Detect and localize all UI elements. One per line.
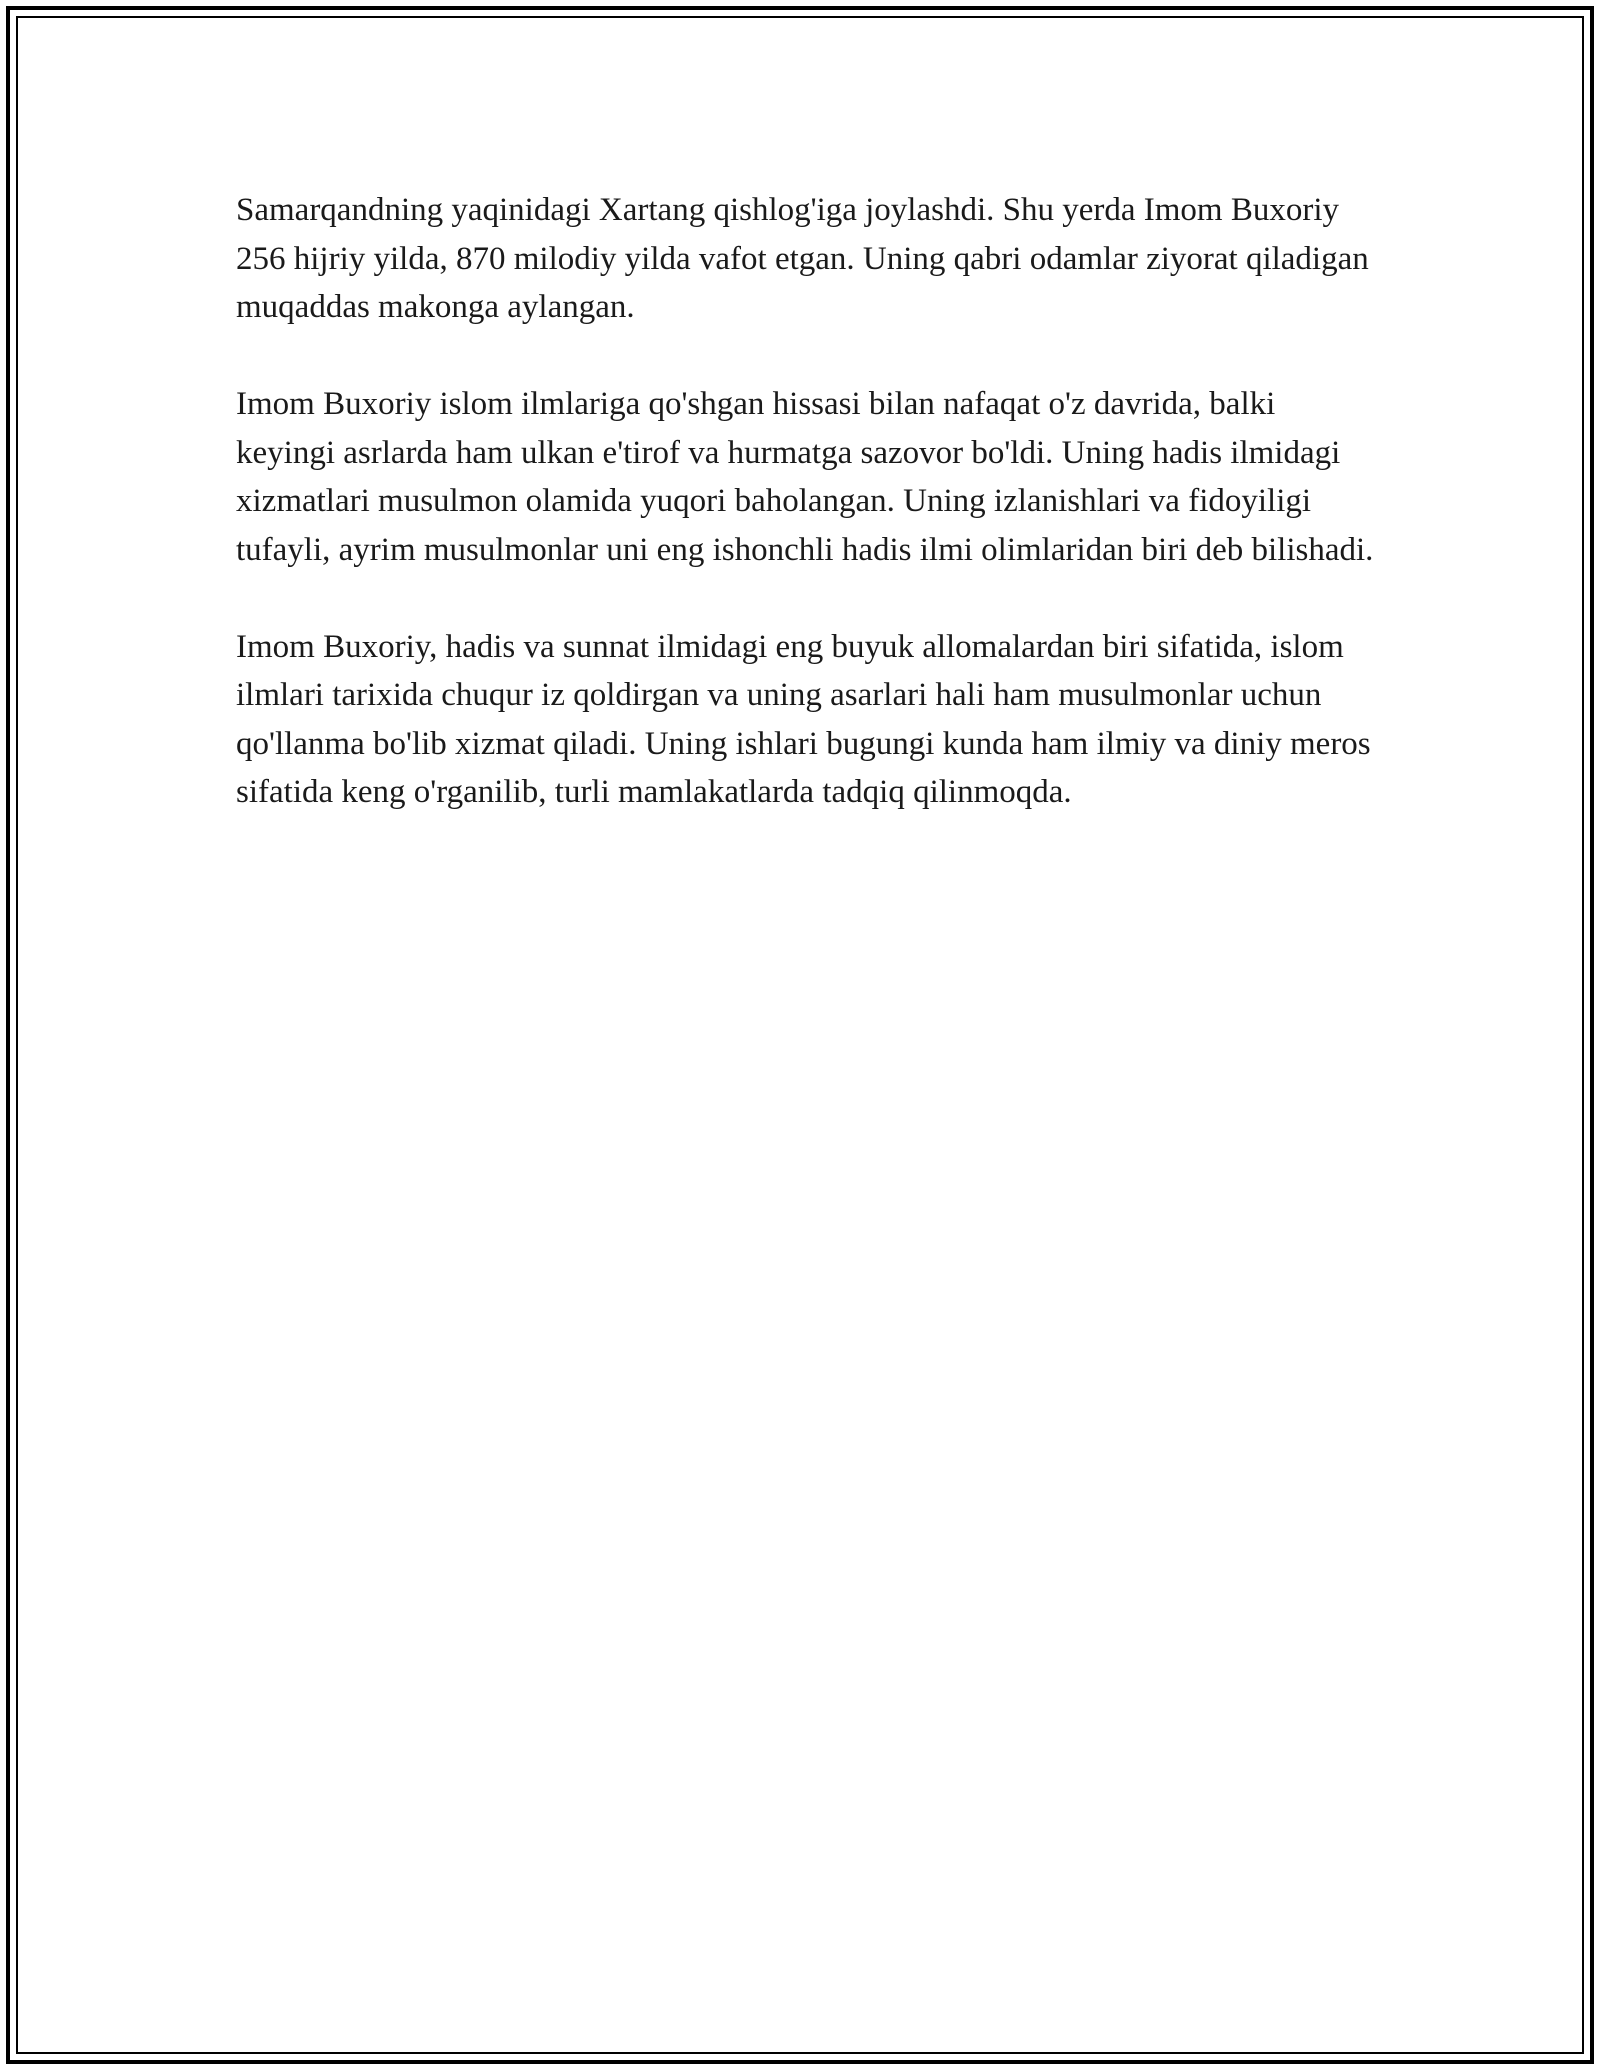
paragraph: Samarqandning yaqinidagi Xartang qishlog'iga joylashdi. Shu yerda Imom Buxoriy 256 hijriy yilda, 870 milodiy yilda vafot etgan. Uning qabri odamlar ziyorat qiladigan muqaddas makonga aylangan. bbox=[236, 192, 1369, 325]
paragraph: Imom Buxoriy, hadis va sunnat ilmidagi eng buyuk allomalardan biri sifatida, islom ilmlari tarixida chuqur iz qoldirgan va uning asarlari hali ham musulmonlar uchun qo'llanma bo'lib xizmat qiladi. Uning ishlari bugungi kunda ham ilmiy va diniy meros sifatida keng o'rganilib, turli mamlakatlarda tadqiq qilinmoqda. bbox=[236, 628, 1371, 810]
paragraph: Imom Buxoriy islom ilmlariga qo'shgan hissasi bilan nafaqat o'z davrida, balki keyingi asrlarda ham ulkan e'tirof va hurmatga sazovor bo'ldi. Uning hadis ilmidagi xizmatlari musulmon olamida yuqori baholangan. Uning izlanishlari va fidoyiligi tufayli, ayrim musulmonlar uni eng ishonchli hadis ilmi olimlaridan biri deb bilishadi. bbox=[236, 386, 1374, 568]
document-body bbox=[236, 186, 1376, 865]
